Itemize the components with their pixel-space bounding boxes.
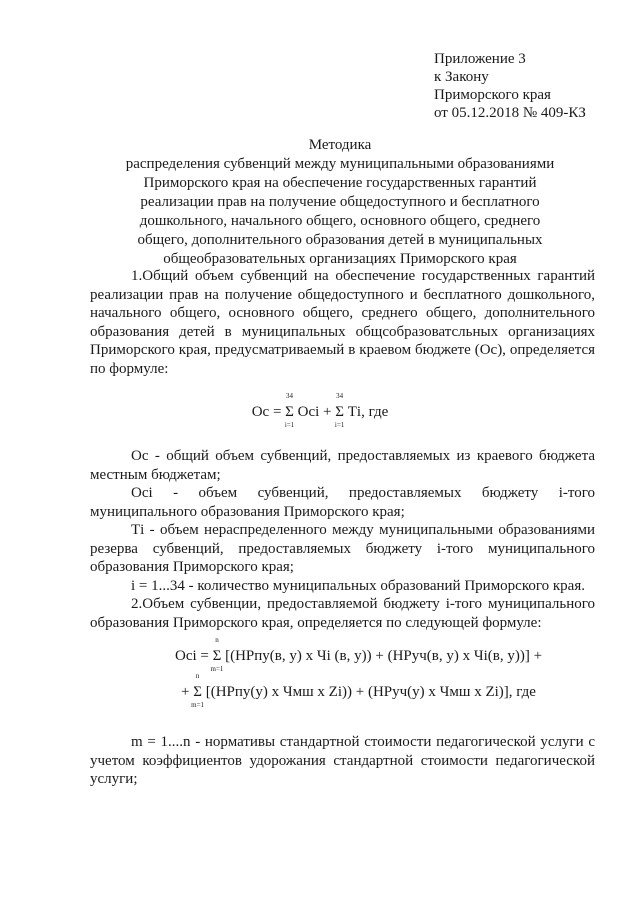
- title-line: общего, дополнительного образования детей в муниципальных: [137, 232, 543, 248]
- definition-ti: Тi - объем нераспределенного между муниципальными образованиями резерва субвенций, предоставляемых бюджету i-того муниципального образования Приморского края;: [90, 522, 595, 575]
- appendix-date-number: от 05.12.2018 № 409-КЗ: [434, 105, 586, 121]
- formula-lhs: Осi =: [175, 648, 213, 664]
- sigma-symbol: Σ: [193, 684, 202, 700]
- title-line: Приморского края на обеспечение государственных гарантий: [143, 175, 537, 191]
- definitions-block: [90, 447, 595, 632]
- formula-term: [(НРпу(у) х Чмш х Zi)) + (НРуч(у) х Чмш х Zi)], где: [201, 684, 536, 700]
- paragraph-3-block: [90, 733, 595, 789]
- title-line: общеобразовательных организациях Приморского края: [163, 251, 517, 267]
- sum-operator: [284, 392, 295, 429]
- sum-upper-limit: n: [215, 636, 219, 644]
- sum-upper-limit: 34: [336, 392, 344, 400]
- appendix-number: Приложение 3: [434, 51, 526, 67]
- appendix-region: Приморского края: [434, 87, 551, 103]
- definition-oci: Осi - объем субвенций, предоставляемых бюджету i-того муниципального образования Приморского края;: [90, 485, 595, 520]
- sum-operator: [334, 392, 345, 429]
- title-line: распределения субвенций между муниципальными образованиями: [125, 156, 555, 172]
- definition-i-range: i = 1...34 - количество муниципальных образований Приморского края.: [131, 577, 585, 594]
- paragraph-1-block: [90, 267, 595, 378]
- sum-lower-limit: i=1: [284, 421, 295, 429]
- formula-term: [(НРпу(в, у) х Чi (в, у)) + (НРуч(в, у) х Чi(в, у))] +: [221, 648, 543, 664]
- sum-lower-limit: m=1: [210, 665, 224, 673]
- formula-lhs: Ос =: [251, 404, 286, 420]
- sum-lower-limit: m=1: [191, 701, 205, 709]
- sigma-symbol: Σ: [335, 404, 344, 420]
- title-line: дошкольного, начального общего, основного общего, среднего: [139, 213, 541, 229]
- paragraph-2: 2.Объем субвенции, предоставляемой бюджету i-того муниципального образования Приморского края, определяется по следующей формуле:: [90, 596, 595, 631]
- formula-term: Тi, где: [344, 404, 389, 420]
- paragraph-1: 1.Общий объем субвенций на обеспечение государственных гарантий реализации прав на получение общедоступного и бесплатного дошкольного, начального общего, основного общего, среднего общего, дополнительного образования детей в муниципальных общсобразоватсльных организациях Приморского края, предусматриваемый в краевом бюджете (Ос), определяется по формуле:: [90, 268, 595, 377]
- appendix-header: [434, 50, 586, 122]
- document-title: [90, 136, 590, 269]
- sigma-symbol: Σ: [285, 404, 294, 420]
- definition-oc: Ос - общий объем субвенций, предоставляемых из краевого бюджета местным бюджетам;: [90, 448, 595, 483]
- sum-operator: [191, 672, 205, 709]
- sigma-symbol: Σ: [212, 648, 222, 664]
- appendix-law-ref: к Закону: [434, 69, 489, 85]
- formula-municipal-subvention-line-1: [175, 636, 543, 673]
- paragraph-3: m = 1....n - нормативы стандартной стоимости педагогической услуги с учетом коэффициентов удорожания стандартной стоимости педагогической услуги;: [90, 734, 595, 787]
- sum-lower-limit: i=1: [334, 421, 345, 429]
- formula-plus: +: [181, 684, 194, 700]
- sum-upper-limit: 34: [286, 392, 294, 400]
- title-heading: Методика: [308, 137, 372, 153]
- title-line: реализации прав на получение общедоступного и бесплатного: [140, 194, 540, 210]
- formula-municipal-subvention-line-2: [181, 672, 536, 709]
- formula-total-subvention: [0, 392, 640, 429]
- formula-term: Осi +: [293, 404, 336, 420]
- sum-upper-limit: n: [195, 672, 200, 680]
- sum-operator: [210, 636, 224, 673]
